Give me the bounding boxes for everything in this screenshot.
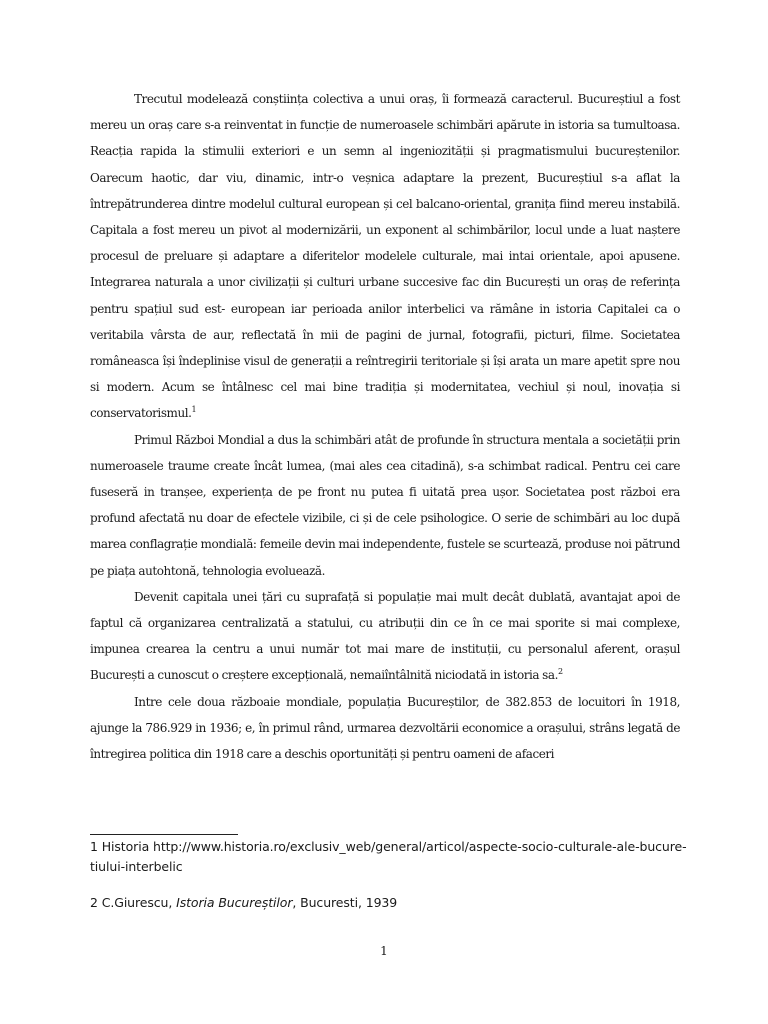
footnote-2 [90,893,690,913]
footnote-2-title: Istoria Bucureștilor [176,895,293,910]
document-body [90,86,680,767]
footnote-ref-1[interactable]: 1 [191,405,197,415]
paragraph-3 [90,584,680,689]
paragraph-1 [90,86,680,427]
footnote-2-prefix: 2 C.Giurescu, [90,895,177,910]
paragraph-2 [90,427,680,584]
paragraph-4-text: Intre cele doua războaie mondiale, populația Bucureștilor, de 382.853 de locuitori în 1918, ajunge la 786.929 in 1936; e, în primul rând, urmarea dezvoltării economice a orașului, strâns legată de întregirea politica din 1918 care a deschis oportunități și pentru oameni de afaceri [90,694,680,762]
footnote-ref-2[interactable]: 2 [557,667,563,677]
paragraph-3-text: Devenit capitala unei țări cu suprafață si populație mai mult decât dublată, avantajat apoi de faptul că organizarea centralizată a statului, cu atribuții din ce în ce mai sporite si mai complexe, impunea crearea la centru a unui număr tot mai mare de instituții, cu personalul aferent, orașul București a cunoscut o creștere excepțională, nemaiîntâlnită niciodată in istoria sa. [90,589,680,683]
paragraph-4 [90,689,680,768]
footnote-separator [90,834,238,835]
footnote-2-suffix: , Bucuresti, 1939 [292,895,398,910]
paragraph-2-text: Primul Război Mondial a dus la schimbări atât de profunde în structura mentala a societății prin numeroasele traume create încât lumea, (mai ales cea citadină), s-a schimbat radical. Pentru cei care fuseseră in tranșee, experiența de pe front nu putea fi uitată prea ușor. Societatea post război era profund afectată nu doar de efectele vizibile, ci și de cele psihologice. O serie de schimbări au loc după marea conflagrație mondială: femeile devin mai independente, fustele se scurtează, produse noi pătrund pe piața autohtonă, tehnologia evoluează. [90,432,680,578]
paragraph-1-text: Trecutul modelează conștiința colectiva a unui oraș, îi formează caracterul. Bucureștiul a fost mereu un oraș care s-a reinventat in funcție de numeroasele schimbări apărute in istoria sa tumultoasa. Reacția rapida la stimulii exteriori e un semn al ingeniozității și pragmatismului bucureștenilor. Oarecum haotic, dar viu, dinamic, intr-o veșnica adaptare la prezent, Bucureștiul s-a aflat la întrepătrunderea dintre modelul cultural european și cel balcano-oriental, granița fiind mereu instabilă. Capitala a fost mereu un pivot al modernizării, un exponent al schimbărilor, locul unde a luat naștere procesul de preluare și adaptare a diferitelor modelele culturale, mai intai orientale, apoi apusene. Integrarea naturala a unor civilizații și culturi urbane succesive fac din București un oraș de referința pentru spațiul sud est- european iar perioada anilor interbelici va rămâne in istoria Capitalei ca o veritabila vârsta de aur, reflectată în mii de pagini de jurnal, fotografii, picturi, filme. Societatea româneasca își îndeplinise visul de generații a reîntregirii teritoriale și își arata un mare apetit spre nou si modern. Acum se întâlnesc cel mai bine tradiția și modernitatea, vechiul și noul, inovația si conservatorismul. [90,92,680,421]
footnote-1: 1 Historia http://www.historia.ro/exclusiv_web/general/articol/aspecte-socio-culturale-ale-bucure-tiului-interbelic [90,839,687,874]
footnotes [90,837,690,913]
page-number: 1 [380,944,388,958]
